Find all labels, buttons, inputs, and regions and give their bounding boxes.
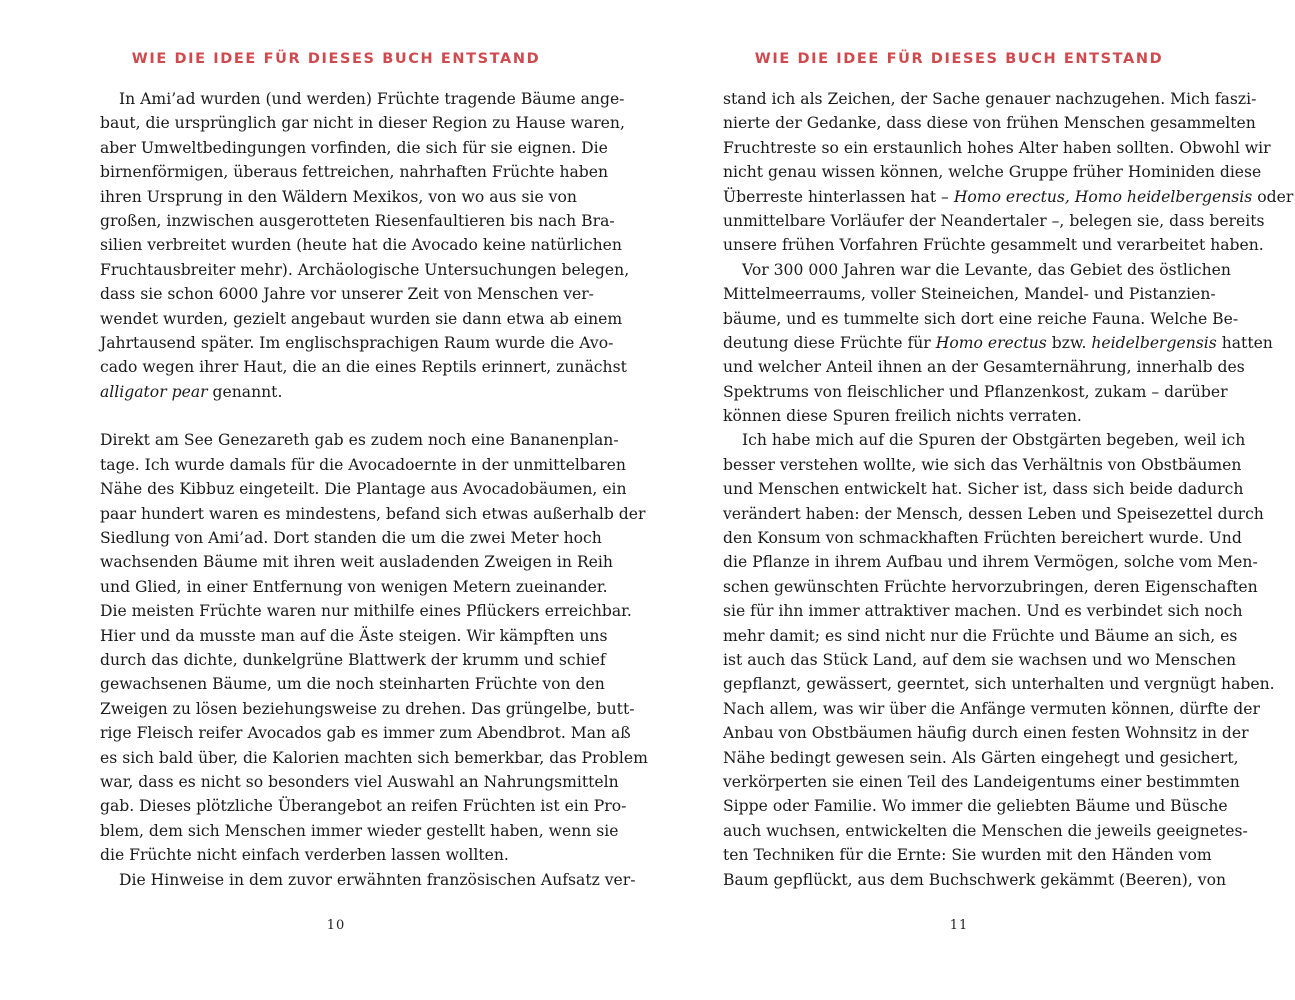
- right-page-text: [723, 87, 1294, 892]
- text-line: wachsenden Bäume mit ihren weit ausladenden Zweigen in Reih: [100, 553, 613, 572]
- text-line: Hier und da musste man auf die Äste steigen. Wir kämpften uns: [100, 626, 608, 645]
- text-line: und welcher Anteil ihnen an der Gesamternährung, innerhalb des: [723, 358, 1245, 377]
- text-line: besser verstehen wollte, wie sich das Verhältnis von Obstbäumen: [723, 455, 1242, 474]
- text-line: blem, dem sich Menschen immer wieder gestellt haben, wenn sie: [100, 821, 619, 840]
- text-line: verkörperten sie einen Teil des Landeigentums einer bestimmten: [723, 772, 1240, 791]
- text-line: birnenförmigen, überaus fettreichen, nahrhaften Früchte haben: [100, 163, 609, 182]
- text-line: aber Umweltbedingungen vorfinden, die sich für sie eignen. Die: [100, 138, 608, 157]
- page-number-right: 11: [949, 918, 969, 933]
- running-head-left: WIE DIE IDEE FÜR DIESES BUCH ENTSTAND: [131, 51, 541, 67]
- text-line: cado wegen ihrer Haut, die an die eines Reptils erinnert, zunächst: [100, 358, 627, 377]
- text-line: bäume, und es tummelte sich dort eine reiche Fauna. Welche Be-: [723, 309, 1239, 328]
- running-head-right: WIE DIE IDEE FÜR DIESES BUCH ENTSTAND: [754, 51, 1164, 67]
- text-line: den Konsum von schmackhaften Früchten bereichert wurde. Und: [723, 529, 1242, 548]
- right-page: [723, 0, 1294, 1000]
- text-line: unmittelbare Vorläufer der Neandertaler –, belegen sie, dass bereits: [723, 211, 1265, 230]
- text-line: war, dass es nicht so besonders viel Auswahl an Nahrungsmitteln: [100, 772, 619, 791]
- text-line: schen gewünschten Früchte hervorzubringen, deren Eigenschaften: [723, 577, 1258, 596]
- page-number-left: 10: [326, 918, 346, 933]
- text-line: In Ami’ad wurden (und werden) Früchte tragende Bäume ange-: [119, 90, 625, 108]
- italic-term: heidelbergensis: [1091, 333, 1217, 352]
- text-line: deutung diese Früchte für Homo erectus bzw. heidelbergensis hatten: [723, 333, 1273, 352]
- text-line: Die meisten Früchte waren nur mithilfe eines Pflückers erreichbar.: [100, 602, 632, 621]
- text-line: Zweigen zu lösen beziehungsweise zu drehen. Das grüngelbe, butt-: [100, 699, 635, 718]
- text-line: unsere frühen Vorfahren Früchte gesammelt und verarbeitet haben.: [723, 236, 1264, 255]
- text-line: Jahrtausend später. Im englischsprachigen Raum wurde die Avo-: [100, 333, 614, 352]
- text-line: Nach allem, was wir über die Anfänge vermuten können, dürfte der: [723, 699, 1260, 718]
- text-line: sie für ihn immer attraktiver machen. Und es verbindet sich noch: [723, 602, 1243, 621]
- italic-term: alligator pear: [100, 382, 208, 401]
- text-line: und Menschen entwickelt hat. Sicher ist, dass sich beide dadurch: [723, 480, 1244, 499]
- text-line: paar hundert waren es mindestens, befand sich etwas außerhalb der: [100, 504, 646, 523]
- text-line: Anbau von Obstbäumen häufig durch einen festen Wohnsitz in der: [723, 724, 1249, 743]
- text-line: dass sie schon 6000 Jahre vor unserer Zeit von Menschen ver-: [100, 285, 594, 304]
- text-line: gewachsenen Bäume, um die noch steinharten Früchte von den: [100, 675, 605, 694]
- text-line: ist auch das Stück Land, auf dem sie wachsen und wo Menschen: [723, 650, 1237, 669]
- text-line: können diese Spuren freilich nichts verraten.: [723, 407, 1082, 426]
- left-page-text: [100, 87, 648, 892]
- text-line: die Pflanze in ihrem Aufbau und ihrem Vermögen, solche vom Men-: [723, 553, 1258, 572]
- text-line: tage. Ich wurde damals für die Avocadoernte in der unmittelbaren: [100, 455, 626, 474]
- text-line: Fruchtreste so ein erstaunlich hohes Alter haben sollten. Obwohl wir: [723, 138, 1271, 157]
- text-line: ihren Ursprung in den Wäldern Mexikos, von wo aus sie von: [100, 187, 577, 206]
- text-line: mehr damit; es sind nicht nur die Früchte und Bäume an sich, es: [723, 626, 1238, 645]
- text-line: Die Hinweise in dem zuvor erwähnten französischen Aufsatz ver-: [119, 870, 636, 889]
- text-line: baut, die ursprünglich gar nicht in dieser Region zu Hause waren,: [100, 114, 625, 133]
- text-line: und Glied, in einer Entfernung von wenigen Metern zueinander.: [100, 577, 608, 596]
- text-line: ten Techniken für die Ernte: Sie wurden mit den Händen vom: [723, 846, 1212, 865]
- text-line: alligator pear genannt.: [100, 382, 283, 401]
- italic-term: Homo erectus: [935, 333, 1047, 352]
- text-line: Ich habe mich auf die Spuren der Obstgärten begeben, weil ich: [742, 431, 1246, 450]
- text-line: Baum gepflückt, aus dem Buchschwerk gekämmt (Beeren), von: [723, 870, 1227, 889]
- italic-term: Homo erectus, Homo heidelbergensis: [953, 187, 1253, 206]
- text-line: durch das dichte, dunkelgrüne Blattwerk der krumm und schief: [100, 650, 606, 669]
- text-line: stand ich als Zeichen, der Sache genauer nachzugehen. Mich faszi-: [723, 90, 1257, 108]
- left-page: [100, 0, 648, 1000]
- text-line: Nähe des Kibbuz eingeteilt. Die Plantage aus Avocadobäumen, ein: [100, 480, 627, 499]
- text-line: gepflanzt, gewässert, geerntet, sich unterhalten und vergnügt haben.: [723, 675, 1275, 694]
- text-line: wendet wurden, gezielt angebaut wurden sie dann etwa ab einem: [100, 309, 623, 328]
- text-line: silien verbreitet wurden (heute hat die Avocado keine natürlichen: [100, 236, 622, 255]
- text-line: Sippe oder Familie. Wo immer die geliebten Bäume und Büsche: [723, 797, 1228, 816]
- text-line: die Früchte nicht einfach verderben lassen wollten.: [100, 846, 509, 865]
- text-line: Spektrums von fleischlicher und Pflanzenkost, zukam – darüber: [723, 382, 1228, 401]
- text-line: Nähe bedingt gewesen sein. Als Gärten eingehegt und gesichert,: [723, 748, 1239, 767]
- text-line: nierte der Gedanke, dass diese von frühen Menschen gesammelten: [723, 114, 1256, 133]
- text-line: Überreste hinterlassen hat – Homo erectus, Homo heidelbergensis oder: [723, 187, 1294, 206]
- text-line: Vor 300 000 Jahren war die Levante, das Gebiet des östlichen: [742, 260, 1231, 279]
- text-line: gab. Dieses plötzliche Überangebot an reifen Früchten ist ein Pro-: [100, 797, 627, 816]
- text-line: auch wuchsen, entwickelten die Menschen die jeweils geeignetes-: [723, 821, 1248, 840]
- text-line: Fruchtausbreiter mehr). Archäologische Untersuchungen belegen,: [100, 260, 630, 279]
- text-line: nicht genau wissen können, welche Gruppe früher Hominiden diese: [723, 163, 1262, 182]
- text-line: Direkt am See Genezareth gab es zudem noch eine Bananenplan-: [100, 431, 619, 450]
- text-line: es sich bald über, die Kalorien machten sich bemerkbar, das Problem: [100, 748, 648, 767]
- text-line: Mittelmeerraums, voller Steineichen, Mandel- und Pistanzien-: [723, 285, 1216, 304]
- text-line: Siedlung von Ami’ad. Dort standen die um die zwei Meter hoch: [100, 529, 602, 548]
- text-line: [100, 404, 572, 428]
- text-line: verändert haben: der Mensch, dessen Leben und Speisezettel durch: [723, 504, 1264, 523]
- text-line: großen, inzwischen ausgerotteten Riesenfaultieren bis nach Bra-: [100, 211, 615, 230]
- text-line: rige Fleisch reifer Avocados gab es immer zum Abendbrot. Man aß: [100, 724, 631, 743]
